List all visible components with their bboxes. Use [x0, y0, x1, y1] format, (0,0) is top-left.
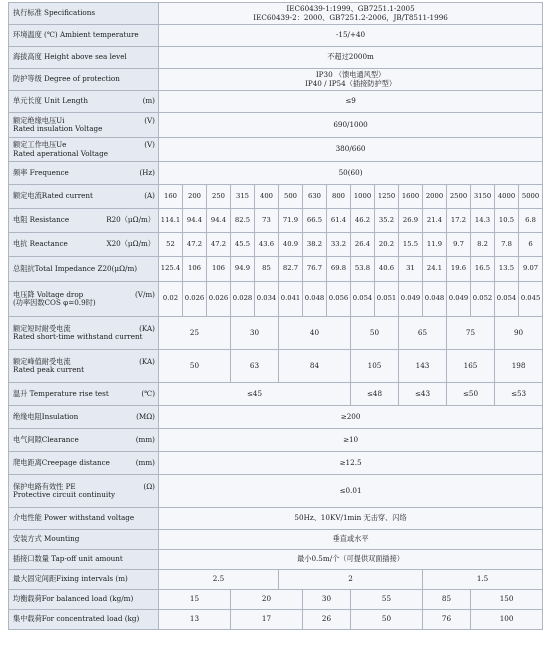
rated-current-cell: 160: [159, 185, 183, 209]
impedance-cell: 16.5: [471, 257, 495, 282]
row-clearance: [9, 429, 543, 452]
reactance-cell: 47.2: [183, 233, 207, 257]
balanced-load-cell: 55: [351, 590, 423, 610]
reactance-cell: 9.7: [447, 233, 471, 257]
impedance-cell: 31: [399, 257, 423, 282]
temperature-rise-cell: ≤43: [399, 383, 447, 406]
rated-current-cell: 4000: [495, 185, 519, 209]
rated-current-label: 额定电流Rated current (A): [9, 185, 159, 209]
concentrated-load-cell: 76: [423, 610, 471, 630]
balanced-load-cell: 30: [303, 590, 351, 610]
voltage-drop-cell: 0.048: [423, 282, 447, 317]
resistance-cell: 71.9: [279, 209, 303, 233]
impedance-cell: 53.8: [351, 257, 375, 282]
reactance-cell: 33.2: [327, 233, 351, 257]
row-tapoff: [9, 550, 543, 570]
voltage-drop-cell: 0.02: [159, 282, 183, 317]
rated-current-cell: 1250: [375, 185, 399, 209]
operational-voltage-label: 额定工作电压Ue (V) Rated aperational Voltage: [9, 138, 159, 162]
balanced-load-label: 均衡载荷For balanced load (kg/m): [9, 590, 159, 610]
resistance-cell: 114.1: [159, 209, 183, 233]
row-reactance: [9, 233, 543, 257]
reactance-cell: 20.2: [375, 233, 399, 257]
row-protection: [9, 69, 543, 91]
resistance-cell: 94.4: [207, 209, 231, 233]
row-fixing-intervals: [9, 570, 543, 590]
creepage-value: ≥12.5: [159, 452, 543, 475]
resistance-cell: 14.3: [471, 209, 495, 233]
reactance-cell: 11.9: [423, 233, 447, 257]
concentrated-load-cell: 17: [231, 610, 303, 630]
row-peak-current: [9, 350, 543, 383]
row-short-time-current: [9, 317, 543, 350]
resistance-cell: 73: [255, 209, 279, 233]
reactance-cell: 7.8: [495, 233, 519, 257]
specifications-table: [8, 2, 543, 630]
clearance-value: ≥10: [159, 429, 543, 452]
impedance-cell: 85: [255, 257, 279, 282]
impedance-label: 总阻抗Total Impedance Z20(μΩ/m): [9, 257, 159, 282]
impedance-cell: 76.7: [303, 257, 327, 282]
reactance-cell: 40.9: [279, 233, 303, 257]
voltage-drop-cell: 0.028: [231, 282, 255, 317]
row-power-withstand: [9, 508, 543, 530]
unit-length-label: 单元长度 Unit Length (m): [9, 91, 159, 113]
impedance-cell: 106: [207, 257, 231, 282]
row-frequency: [9, 162, 543, 185]
power-withstand-label: 介电性能 Power withstand voltage: [9, 508, 159, 530]
row-balanced-load: [9, 590, 543, 610]
tapoff-value: 最小0.5m/个（可提供双面插接）: [159, 550, 543, 570]
row-operational-voltage: [9, 138, 543, 162]
row-mounting: [9, 530, 543, 550]
rated-current-cell: 2500: [447, 185, 471, 209]
voltage-drop-cell: 0.052: [471, 282, 495, 317]
reactance-cell: 43.6: [255, 233, 279, 257]
resistance-cell: 82.5: [231, 209, 255, 233]
peak-current-cell: 143: [399, 350, 447, 383]
impedance-cell: 106: [183, 257, 207, 282]
row-impedance: [9, 257, 543, 282]
rated-current-cell: 315: [231, 185, 255, 209]
row-protective-circuit: [9, 475, 543, 508]
voltage-drop-cell: 0.026: [207, 282, 231, 317]
frequency-value: 50(60): [159, 162, 543, 185]
peak-current-cell: 84: [279, 350, 351, 383]
impedance-cell: 82.7: [279, 257, 303, 282]
reactance-cell: 15.5: [399, 233, 423, 257]
row-ambient-temperature: [9, 25, 543, 47]
balanced-load-cell: 15: [159, 590, 231, 610]
unit-length-value: ≤9: [159, 91, 543, 113]
row-rated-current: [9, 185, 543, 209]
rated-current-cell: 400: [255, 185, 279, 209]
voltage-drop-cell: 0.045: [519, 282, 543, 317]
peak-current-cell: 198: [495, 350, 543, 383]
row-specifications: [9, 3, 543, 25]
rated-current-cell: 5000: [519, 185, 543, 209]
temperature-rise-cell: ≤53: [495, 383, 543, 406]
short-time-current-cell: 90: [495, 317, 543, 350]
reactance-cell: 47.2: [207, 233, 231, 257]
impedance-cell: 125.4: [159, 257, 183, 282]
resistance-cell: 46.2: [351, 209, 375, 233]
row-temperature-rise: [9, 383, 543, 406]
voltage-drop-cell: 0.026: [183, 282, 207, 317]
row-insulation-voltage: [9, 113, 543, 138]
concentrated-load-cell: 13: [159, 610, 231, 630]
balanced-load-cell: 85: [423, 590, 471, 610]
voltage-drop-cell: 0.034: [255, 282, 279, 317]
protection-label: 防护等级 Degree of protection: [9, 69, 159, 91]
reactance-cell: 45.5: [231, 233, 255, 257]
rated-current-cell: 500: [279, 185, 303, 209]
short-time-current-cell: 25: [159, 317, 231, 350]
protective-circuit-label: 保护电路有效性 PE (Ω) Protective circuit continuity: [9, 475, 159, 508]
row-insulation-resistance: [9, 406, 543, 429]
short-time-current-cell: 30: [231, 317, 279, 350]
row-unit-length: [9, 91, 543, 113]
creepage-label: 爬电距离Creepage distance (mm): [9, 452, 159, 475]
short-time-current-cell: 75: [447, 317, 495, 350]
rated-current-cell: 630: [303, 185, 327, 209]
resistance-cell: 35.2: [375, 209, 399, 233]
voltage-drop-cell: 0.041: [279, 282, 303, 317]
reactance-label: 电抗 Reactance X20（μΩ/m）: [9, 233, 159, 257]
specifications-label: 执行标准 Specifications: [9, 3, 159, 25]
voltage-drop-cell: 0.054: [351, 282, 375, 317]
temperature-rise-cell: ≤45: [159, 383, 351, 406]
row-resistance: [9, 209, 543, 233]
balanced-load-cell: 150: [471, 590, 543, 610]
resistance-cell: 61.4: [327, 209, 351, 233]
resistance-cell: 94.4: [183, 209, 207, 233]
reactance-cell: 8.2: [471, 233, 495, 257]
altitude-value: 不超过2000m: [159, 47, 543, 69]
temperature-rise-cell: ≤50: [447, 383, 495, 406]
temperature-rise-cell: ≤48: [351, 383, 399, 406]
impedance-cell: 9.07: [519, 257, 543, 282]
concentrated-load-cell: 50: [351, 610, 423, 630]
row-altitude: [9, 47, 543, 69]
peak-current-cell: 165: [447, 350, 495, 383]
clearance-label: 电气间隙Clearance (mm): [9, 429, 159, 452]
concentrated-load-cell: 100: [471, 610, 543, 630]
specifications-value: IEC60439-1:1999、GB7251.1-2005 IEC60439-2：2000、GB7251.2-2006，JB/T8511-1996: [159, 3, 543, 25]
temperature-rise-label: 温升 Temperature rise test (℃): [9, 383, 159, 406]
resistance-cell: 17.2: [447, 209, 471, 233]
rated-current-cell: 1000: [351, 185, 375, 209]
peak-current-cell: 105: [351, 350, 399, 383]
short-time-current-cell: 40: [279, 317, 351, 350]
resistance-cell: 6.8: [519, 209, 543, 233]
peak-current-label: 额定峰值耐受电流 (KA) Rated peak current: [9, 350, 159, 383]
rated-current-cell: 800: [327, 185, 351, 209]
impedance-cell: 24.1: [423, 257, 447, 282]
impedance-cell: 19.6: [447, 257, 471, 282]
ambient-temperature-label: 环境温度 (℃) Ambient temperature: [9, 25, 159, 47]
balanced-load-cell: 20: [231, 590, 303, 610]
impedance-cell: 40.6: [375, 257, 399, 282]
row-voltage-drop: [9, 282, 543, 317]
short-time-current-cell: 50: [351, 317, 399, 350]
specifications-sheet: [8, 2, 542, 630]
reactance-cell: 6: [519, 233, 543, 257]
mounting-value: 垂直或水平: [159, 530, 543, 550]
protection-value: IP30 （馈电通风型） IP40 / IP54（插接防护型）: [159, 69, 543, 91]
reactance-cell: 38.2: [303, 233, 327, 257]
resistance-cell: 10.5: [495, 209, 519, 233]
insulation-resistance-value: ≥200: [159, 406, 543, 429]
voltage-drop-cell: 0.049: [399, 282, 423, 317]
rated-current-cell: 2000: [423, 185, 447, 209]
voltage-drop-label: 电压降 Voltage drop (V/m) (功率因数COS φ=0.9时): [9, 282, 159, 317]
insulation-resistance-label: 绝缘电阻Insulation (MΩ): [9, 406, 159, 429]
fixing-intervals-cell: 1.5: [423, 570, 543, 590]
resistance-label: 电阻 Resistance R20（μΩ/m）: [9, 209, 159, 233]
row-concentrated-load: [9, 610, 543, 630]
short-time-current-label: 额定短时耐受电流 (KA) Rated short-time withstand current: [9, 317, 159, 350]
concentrated-load-cell: 26: [303, 610, 351, 630]
resistance-cell: 21.4: [423, 209, 447, 233]
insulation-voltage-label: 额定绝缘电压Ui (V) Rated insulation Voltage: [9, 113, 159, 138]
rated-current-cell: 200: [183, 185, 207, 209]
frequency-label: 频率 Frequence (Hz): [9, 162, 159, 185]
power-withstand-value: 50Hz、10KV/1min 无击穿、闪络: [159, 508, 543, 530]
peak-current-cell: 63: [231, 350, 279, 383]
protective-circuit-value: ≤0.01: [159, 475, 543, 508]
resistance-cell: 26.9: [399, 209, 423, 233]
resistance-cell: 66.5: [303, 209, 327, 233]
voltage-drop-cell: 0.049: [447, 282, 471, 317]
row-creepage: [9, 452, 543, 475]
impedance-cell: 94.9: [231, 257, 255, 282]
fixing-intervals-cell: 2: [279, 570, 423, 590]
rated-current-cell: 3150: [471, 185, 495, 209]
concentrated-load-label: 集中载荷For concentrated load (kg): [9, 610, 159, 630]
altitude-label: 海拔高度 Height above sea level: [9, 47, 159, 69]
short-time-current-cell: 65: [399, 317, 447, 350]
peak-current-cell: 50: [159, 350, 231, 383]
fixing-intervals-label: 最大固定间距Fixing intervals (m): [9, 570, 159, 590]
reactance-cell: 52: [159, 233, 183, 257]
operational-voltage-value: 380/660: [159, 138, 543, 162]
voltage-drop-cell: 0.056: [327, 282, 351, 317]
rated-current-cell: 250: [207, 185, 231, 209]
mounting-label: 安装方式 Mounting: [9, 530, 159, 550]
reactance-cell: 26.4: [351, 233, 375, 257]
tapoff-label: 插接口数量 Tap-off unit amount: [9, 550, 159, 570]
fixing-intervals-cell: 2.5: [159, 570, 279, 590]
voltage-drop-cell: 0.051: [375, 282, 399, 317]
insulation-voltage-value: 690/1000: [159, 113, 543, 138]
rated-current-cell: 1600: [399, 185, 423, 209]
ambient-temperature-value: -15/+40: [159, 25, 543, 47]
voltage-drop-cell: 0.048: [303, 282, 327, 317]
impedance-cell: 69.8: [327, 257, 351, 282]
voltage-drop-cell: 0.054: [495, 282, 519, 317]
impedance-cell: 13.5: [495, 257, 519, 282]
